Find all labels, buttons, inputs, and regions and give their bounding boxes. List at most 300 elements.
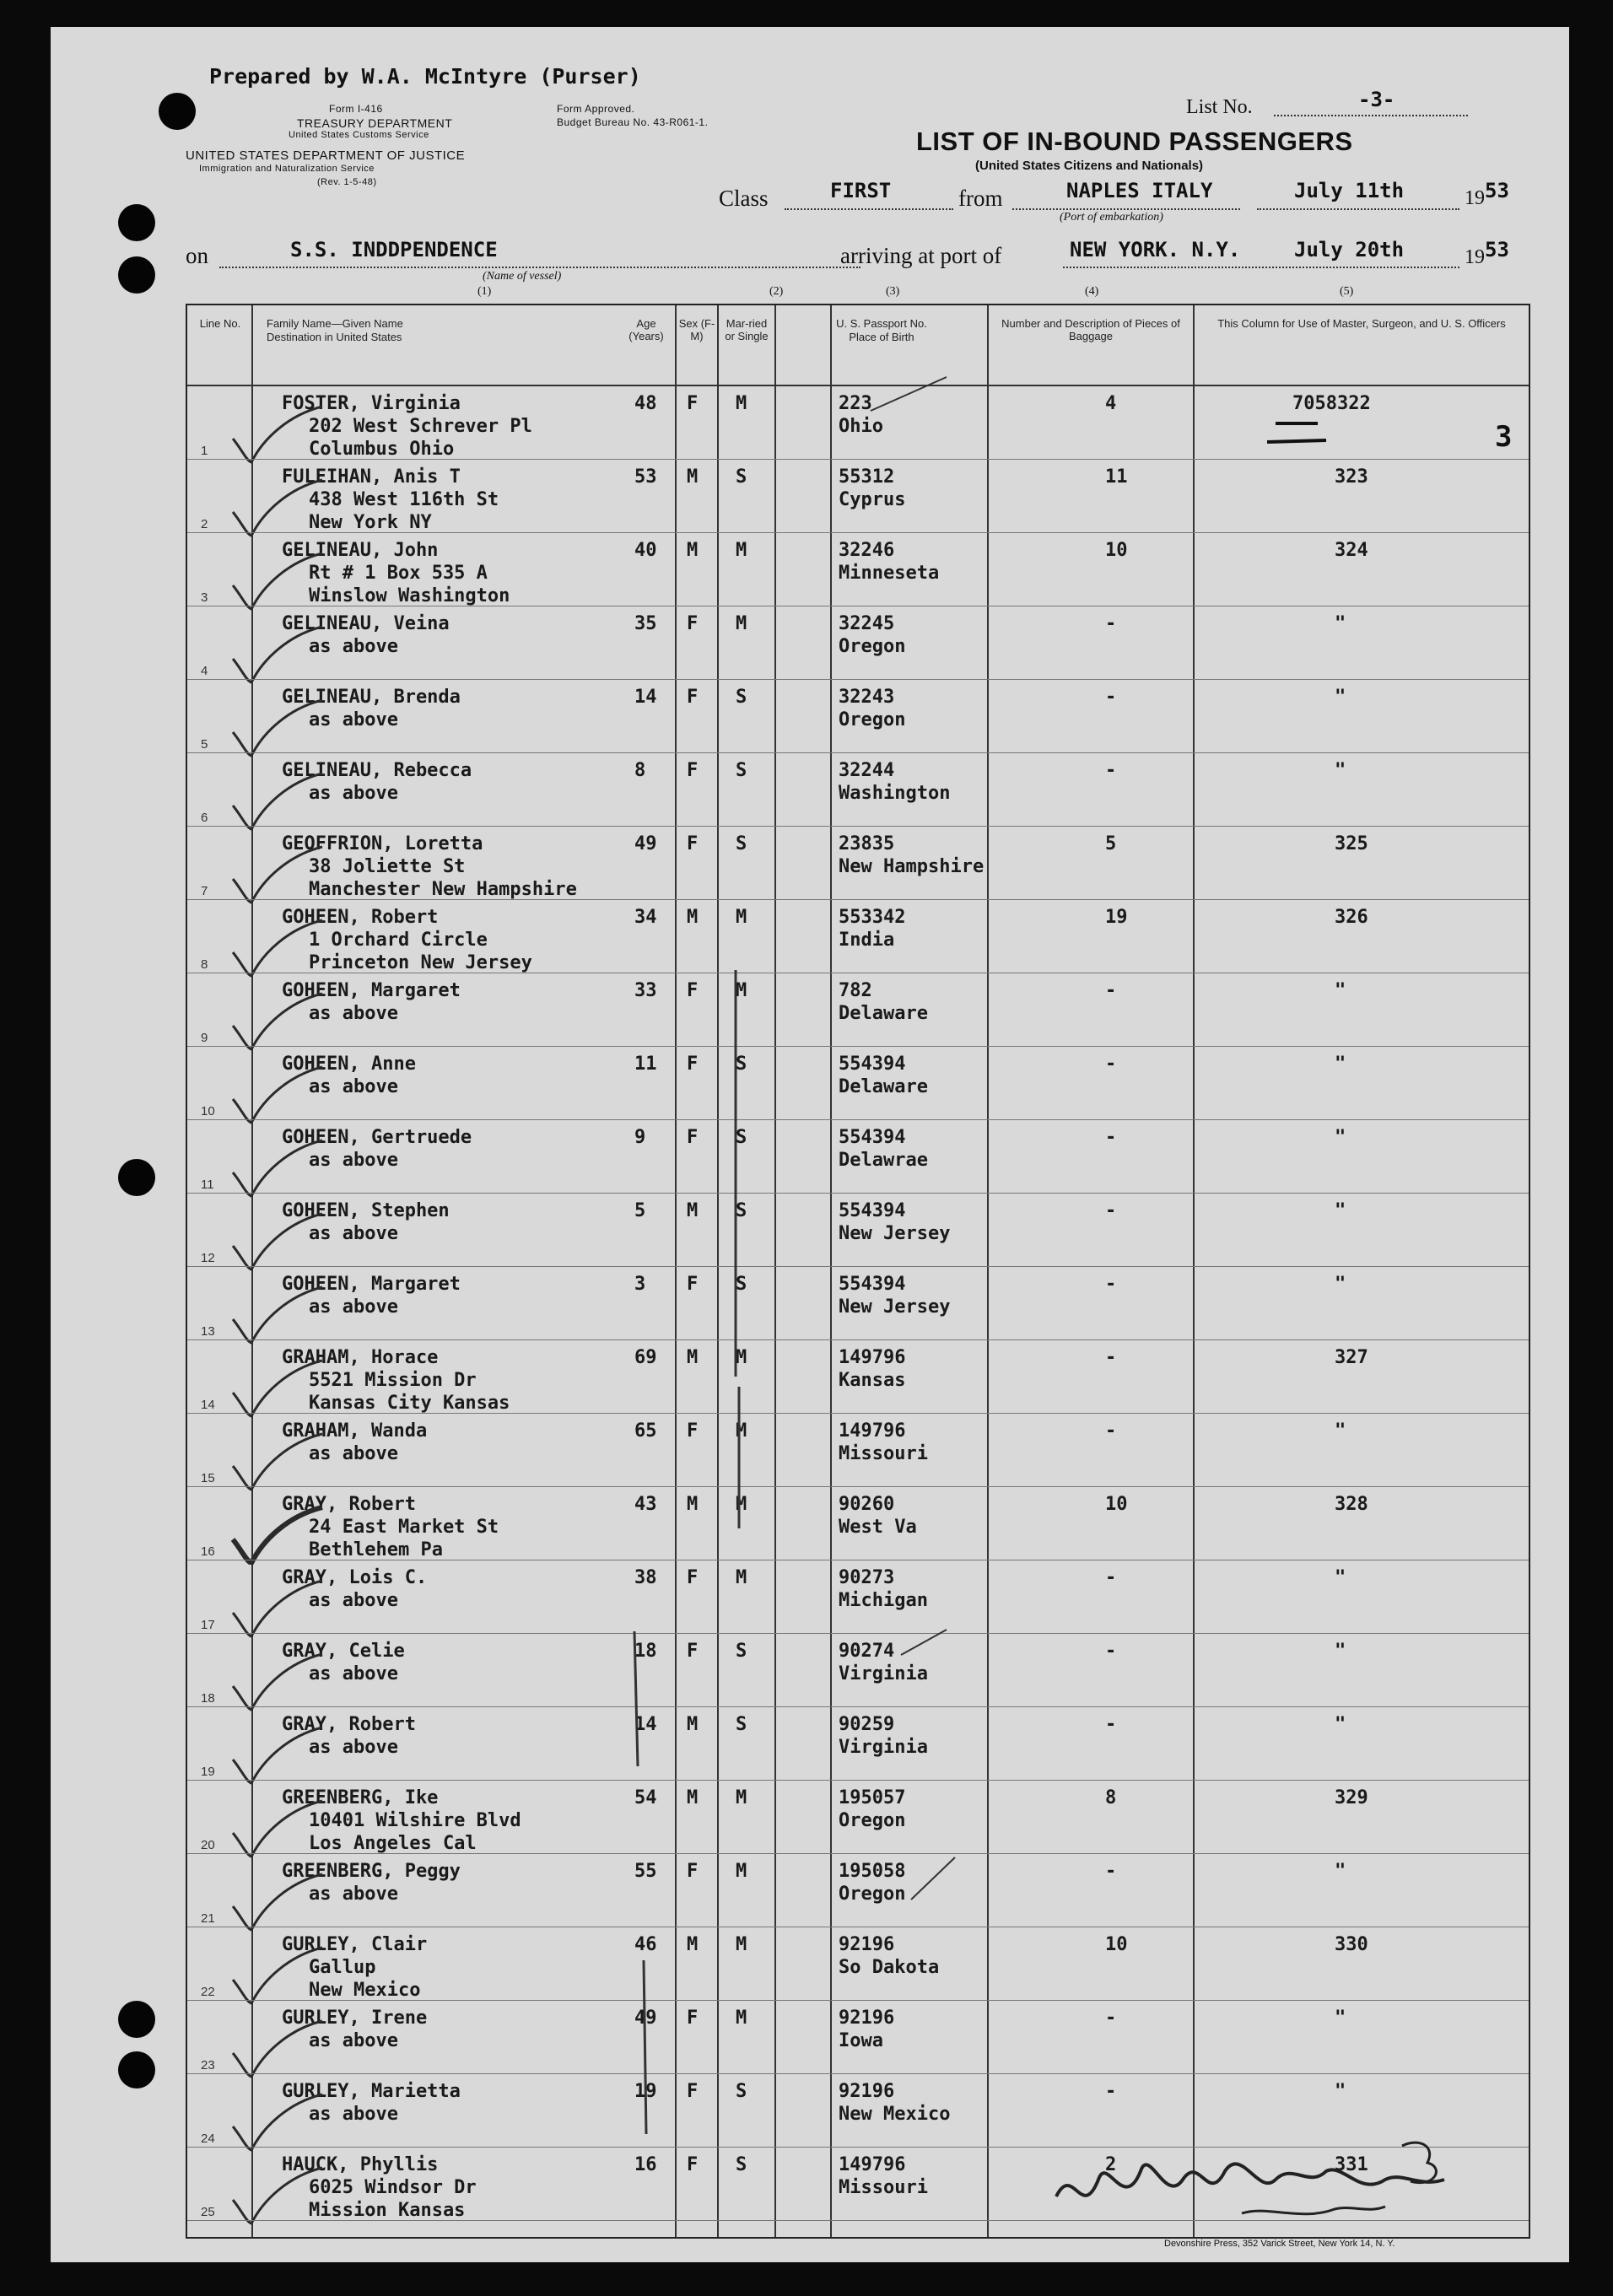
margin-annotation: 3 (1495, 420, 1513, 454)
passenger-city: Columbus Ohio (309, 439, 455, 460)
officer-use-value: " (1335, 1641, 1346, 1662)
passenger-address: as above (309, 2030, 398, 2051)
passenger-name: FOSTER, Virginia (282, 393, 461, 414)
passenger-sex: F (687, 613, 699, 634)
birth-place: Oregon (839, 1810, 906, 1831)
passenger-city: Manchester New Hampshire (309, 879, 577, 900)
line-number: 12 (201, 1251, 215, 1265)
header-birthplace: Place of Birth (849, 331, 914, 343)
passenger-name: GRAY, Robert (282, 1494, 416, 1515)
passport-number: 149796 (839, 1420, 906, 1442)
passport-number: 32246 (839, 540, 895, 561)
passport-number: 223 (839, 393, 872, 414)
class-value: FIRST (830, 179, 892, 202)
passenger-marital-status: S (736, 760, 747, 781)
passenger-sex: F (687, 2008, 699, 2029)
passenger-marital-status: S (736, 687, 747, 708)
arriving-label: arriving at port of (840, 243, 1002, 268)
passenger-age: 35 (634, 613, 657, 634)
passenger-sex: M (687, 1494, 699, 1515)
passenger-sex: F (687, 1274, 699, 1295)
passenger-address: as above (309, 1737, 398, 1758)
birth-place: Delaware (839, 1076, 928, 1097)
passenger-name: GOHEEN, Robert (282, 907, 439, 928)
passenger-age: 3 (634, 1274, 646, 1295)
officer-use-value: 328 (1335, 1494, 1368, 1515)
baggage-count: - (1105, 687, 1117, 708)
passenger-sex: F (687, 980, 699, 1001)
officer-use-value: " (1335, 1567, 1346, 1588)
passenger-age: 19 (634, 2081, 657, 2102)
passenger-marital-status: S (736, 1641, 747, 1662)
passenger-age: 16 (634, 2154, 657, 2175)
passenger-sex: M (687, 1347, 699, 1368)
passport-number: 782 (839, 980, 872, 1001)
birth-place: Cyprus (839, 489, 906, 510)
baggage-count: - (1105, 2008, 1117, 2029)
line-number: 24 (201, 2132, 215, 2146)
line-number: 6 (201, 811, 208, 825)
passenger-marital-status: M (736, 1861, 747, 1882)
header-name: Family Name—Given Name (267, 317, 403, 330)
passenger-name: GRAY, Celie (282, 1641, 405, 1662)
passport-number: 32243 (839, 687, 895, 708)
passenger-address: 438 West 116th St (309, 489, 499, 510)
passenger-address: 1 Orchard Circle (309, 930, 488, 951)
passenger-age: 38 (634, 1567, 657, 1588)
line-number: 14 (201, 1398, 215, 1412)
passenger-table (186, 304, 1530, 2239)
birth-place: New Hampshire (839, 856, 985, 877)
passport-number: 553342 (839, 907, 906, 928)
passenger-age: 18 (634, 1641, 657, 1662)
passenger-age: 40 (634, 540, 657, 561)
arrival-port: NEW YORK. N.Y. (1070, 238, 1241, 261)
passenger-address: as above (309, 1296, 398, 1318)
ins-service: Immigration and Naturalization Service (199, 164, 375, 174)
birth-place: Delawrae (839, 1150, 928, 1171)
line-number: 5 (201, 737, 208, 752)
passenger-marital-status: M (736, 1494, 747, 1515)
officer-use-value: " (1335, 1054, 1346, 1075)
birth-place: Missouri (839, 2177, 928, 2198)
passenger-sex: F (687, 833, 699, 854)
line-number: 4 (201, 664, 208, 678)
passenger-marital-status: S (736, 466, 747, 488)
form-approval: Form Approved. (557, 103, 635, 115)
baggage-count: - (1105, 2081, 1117, 2102)
baggage-count: - (1105, 1127, 1117, 1148)
passenger-age: 34 (634, 907, 657, 928)
arrival-date: July 20th (1294, 238, 1405, 261)
line-number: 18 (201, 1691, 215, 1706)
birth-place: Ohio (839, 416, 883, 437)
header-baggage: Number and Description of Pieces of Baggage (1001, 317, 1180, 342)
from-date: July 11th (1294, 179, 1405, 202)
passenger-age: 53 (634, 466, 657, 488)
passenger-address: as above (309, 1150, 398, 1171)
budget-bureau: Budget Bureau No. 43-R061-1. (557, 116, 709, 128)
header-married: Mar-ried or Single (725, 317, 769, 342)
passenger-name: GURLEY, Clair (282, 1934, 428, 1955)
passport-number: 554394 (839, 1054, 906, 1075)
passenger-marital-status: M (736, 907, 747, 928)
treasury-dept: TREASURY DEPARTMENT (297, 116, 453, 130)
arrival-line (1063, 267, 1459, 268)
passenger-address: as above (309, 1003, 398, 1024)
passenger-marital-status: M (736, 980, 747, 1001)
birth-place: Missouri (839, 1443, 928, 1464)
passenger-sex: M (687, 540, 699, 561)
line-number: 2 (201, 517, 208, 531)
passenger-sex: M (687, 1934, 699, 1955)
passport-number: 90273 (839, 1567, 895, 1588)
line-number: 15 (201, 1471, 215, 1485)
passport-number: 195058 (839, 1861, 906, 1882)
passenger-age: 55 (634, 1861, 657, 1882)
officer-use-value: " (1335, 1420, 1346, 1442)
passenger-address: as above (309, 1663, 398, 1684)
passenger-name: GELINEAU, John (282, 540, 439, 561)
birth-place: Virginia (839, 1663, 928, 1684)
line-number: 17 (201, 1618, 215, 1632)
passenger-city: Bethlehem Pa (309, 1539, 443, 1560)
officer-use-value: " (1335, 1274, 1346, 1295)
preparer-stamp: Prepared by W.A. McIntyre (Purser) (209, 64, 641, 89)
vessel-line (219, 267, 860, 268)
passport-number: 149796 (839, 2154, 906, 2175)
list-no-line (1274, 115, 1468, 116)
passenger-name: GELINEAU, Rebecca (282, 760, 472, 781)
handwritten-marks (187, 305, 1529, 2237)
passport-number: 92196 (839, 1934, 895, 1955)
from-line (1012, 208, 1240, 210)
passenger-age: 54 (634, 1787, 657, 1808)
passenger-address: as above (309, 1076, 398, 1097)
line-number: 13 (201, 1324, 215, 1339)
passenger-age: 65 (634, 1420, 657, 1442)
passenger-address: 202 West Schrever Pl (309, 416, 532, 437)
passenger-sex: F (687, 687, 699, 708)
passenger-marital-status: M (736, 2008, 747, 2029)
passenger-age: 48 (634, 393, 657, 414)
line-number: 25 (201, 2205, 215, 2219)
line-number: 20 (201, 1838, 215, 1852)
birth-place: New Jersey (839, 1223, 951, 1244)
passenger-name: GELINEAU, Veina (282, 613, 450, 634)
header-line-no: Line No. (199, 317, 241, 330)
passenger-sex: F (687, 2081, 699, 2102)
col-number-2: (2) (769, 285, 784, 298)
form-number: Form I-416 (329, 103, 383, 115)
line-number: 10 (201, 1104, 215, 1118)
officer-use-value: 324 (1335, 540, 1368, 561)
passport-number: 32245 (839, 613, 895, 634)
baggage-count: 2 (1105, 2154, 1117, 2175)
officer-use-value: 326 (1335, 907, 1368, 928)
passenger-address: 6025 Windsor Dr (309, 2177, 477, 2198)
arrival-year: 53 (1485, 238, 1509, 261)
baggage-count: - (1105, 1347, 1117, 1368)
officer-signature (1048, 2129, 1486, 2230)
passenger-address: as above (309, 2104, 398, 2125)
passenger-name: GOHEEN, Margaret (282, 980, 461, 1001)
passenger-marital-status: M (736, 1420, 747, 1442)
passenger-marital-status: M (736, 1934, 747, 1955)
binder-hole (118, 256, 155, 294)
line-number: 11 (201, 1178, 214, 1192)
passenger-age: 11 (634, 1054, 657, 1075)
from-date-line (1257, 208, 1459, 210)
baggage-count: - (1105, 1420, 1117, 1442)
passenger-age: 49 (634, 833, 657, 854)
year-prefix: 19 (1465, 187, 1485, 209)
passenger-name: GURLEY, Marietta (282, 2081, 461, 2102)
list-no-label: List No. (1186, 96, 1253, 118)
birth-place: India (839, 930, 895, 951)
passenger-city: Kansas City Kansas (309, 1393, 510, 1414)
passenger-marital-status: S (736, 2154, 747, 2175)
passenger-sex: M (687, 907, 699, 928)
baggage-count: - (1105, 613, 1117, 634)
passenger-address: as above (309, 1884, 398, 1905)
justice-dept: UNITED STATES DEPARTMENT OF JUSTICE (186, 148, 466, 163)
binder-hole (118, 1159, 155, 1196)
passenger-marital-status: M (736, 393, 747, 414)
passenger-name: GRAY, Robert (282, 1714, 416, 1735)
passenger-marital-status: S (736, 833, 747, 854)
customs-service: United States Customs Service (289, 130, 429, 140)
header-passport: U. S. Passport No. (836, 317, 927, 330)
passenger-sex: F (687, 2154, 699, 2175)
vessel-name: S.S. INDDPENDENCE (290, 238, 498, 261)
birth-place: So Dakota (839, 1957, 940, 1978)
year-prefix-2: 19 (1465, 246, 1485, 268)
passenger-name: GELINEAU, Brenda (282, 687, 461, 708)
line-number: 16 (201, 1544, 215, 1559)
binder-hole (118, 204, 155, 241)
officer-use-value: " (1335, 2081, 1346, 2102)
birth-place: Minneseta (839, 563, 940, 584)
birth-place: Oregon (839, 1884, 906, 1905)
passenger-address: as above (309, 636, 398, 657)
header-destination: Destination in United States (267, 331, 402, 343)
passport-number: 23835 (839, 833, 895, 854)
passport-number: 554394 (839, 1274, 906, 1295)
passenger-sex: F (687, 760, 699, 781)
passenger-city: Winslow Washington (309, 585, 510, 606)
birth-place: Washington (839, 783, 951, 804)
baggage-count: 10 (1105, 1494, 1128, 1515)
from-label: from (958, 186, 1003, 211)
passenger-marital-status: M (736, 613, 747, 634)
document-page (51, 27, 1569, 2262)
baggage-count: - (1105, 1861, 1117, 1882)
passenger-marital-status: S (736, 2081, 747, 2102)
passenger-address: as above (309, 1590, 398, 1611)
passport-number: 554394 (839, 1200, 906, 1221)
passenger-name: GRAY, Lois C. (282, 1567, 428, 1588)
passenger-name: GOHEEN, Stephen (282, 1200, 450, 1221)
passport-number: 90260 (839, 1494, 895, 1515)
officer-use-value: 329 (1335, 1787, 1368, 1808)
passenger-address: 38 Joliette St (309, 856, 466, 877)
passenger-city: Los Angeles Cal (309, 1833, 477, 1854)
passenger-marital-status: M (736, 1567, 747, 1588)
passenger-sex: F (687, 1567, 699, 1588)
officer-use-value: 323 (1335, 466, 1368, 488)
line-number: 21 (201, 1911, 215, 1926)
revision: (Rev. 1-5-48) (317, 177, 377, 187)
birth-place: Delaware (839, 1003, 928, 1024)
line-number: 9 (201, 1031, 208, 1045)
baggage-count: 4 (1105, 393, 1117, 414)
baggage-count: 11 (1105, 466, 1128, 488)
baggage-count: 5 (1105, 833, 1117, 854)
passenger-address: as above (309, 709, 398, 730)
binder-hole (159, 93, 196, 130)
list-number: -3- (1358, 88, 1395, 111)
passenger-sex: M (687, 1200, 699, 1221)
passenger-name: GEOFFRION, Loretta (282, 833, 483, 854)
passenger-age: 5 (634, 1200, 646, 1221)
baggage-count: - (1105, 980, 1117, 1001)
passenger-name: HAUCK, Phyllis (282, 2154, 439, 2175)
passenger-address: as above (309, 1443, 398, 1464)
passenger-sex: F (687, 1861, 699, 1882)
passenger-marital-status: M (736, 540, 747, 561)
passport-number: 90259 (839, 1714, 895, 1735)
vessel-caption: (Name of vessel) (483, 270, 562, 283)
officer-use-value: 7058322 (1292, 393, 1371, 414)
passenger-age: 49 (634, 2008, 657, 2029)
on-label: on (186, 243, 208, 268)
officer-use-value: 331 (1335, 2154, 1368, 2175)
officer-use-value: " (1335, 1861, 1346, 1882)
baggage-count: - (1105, 1567, 1117, 1588)
header-age: Age (Years) (628, 317, 664, 342)
passenger-name: GOHEEN, Margaret (282, 1274, 461, 1295)
from-port: NAPLES ITALY (1066, 179, 1213, 202)
baggage-count: 10 (1105, 1934, 1128, 1955)
binder-hole (118, 2051, 155, 2088)
passenger-sex: F (687, 1054, 699, 1075)
passport-number: 195057 (839, 1787, 906, 1808)
line-number: 7 (201, 884, 208, 898)
from-year: 53 (1485, 179, 1509, 202)
page-title: LIST OF IN-BOUND PASSENGERS (916, 127, 1353, 156)
baggage-count: - (1105, 1054, 1117, 1075)
passenger-address: 5521 Mission Dr (309, 1370, 477, 1391)
passenger-sex: M (687, 1714, 699, 1735)
passenger-age: 69 (634, 1347, 657, 1368)
line-number: 8 (201, 957, 208, 972)
baggage-count: 19 (1105, 907, 1128, 928)
passenger-address: Rt # 1 Box 535 A (309, 563, 488, 584)
passenger-sex: F (687, 1420, 699, 1442)
baggage-count: 8 (1105, 1787, 1117, 1808)
binder-hole (118, 2001, 155, 2038)
port-embark-caption: (Port of embarkation) (1060, 211, 1163, 224)
passenger-marital-status: S (736, 1200, 747, 1221)
passenger-city: New Mexico (309, 1980, 421, 2001)
officer-use-value: " (1335, 1127, 1346, 1148)
passenger-address: as above (309, 1223, 398, 1244)
passenger-marital-status: M (736, 1347, 747, 1368)
passenger-address: as above (309, 783, 398, 804)
officer-use-value: " (1335, 687, 1346, 708)
passenger-age: 46 (634, 1934, 657, 1955)
baggage-count: 10 (1105, 540, 1128, 561)
passenger-address: 24 East Market St (309, 1517, 499, 1538)
col-number-3: (3) (886, 285, 900, 298)
page-subtitle: (United States Citizens and Nationals) (975, 159, 1204, 173)
col-number-1: (1) (477, 285, 492, 298)
birth-place: New Mexico (839, 2104, 951, 2125)
officer-use-value: " (1335, 760, 1346, 781)
officer-use-value: 330 (1335, 1934, 1368, 1955)
passenger-address: Gallup (309, 1957, 376, 1978)
baggage-count: - (1105, 760, 1117, 781)
header-sex: Sex (F-M) (678, 317, 715, 342)
passenger-city: New York NY (309, 512, 432, 533)
baggage-count: - (1105, 1714, 1117, 1735)
passenger-name: GRAHAM, Wanda (282, 1420, 428, 1442)
passenger-name: GREENBERG, Ike (282, 1787, 439, 1808)
passenger-sex: M (687, 1787, 699, 1808)
line-number: 23 (201, 2058, 215, 2072)
passenger-marital-status: S (736, 1127, 747, 1148)
passport-number: 554394 (839, 1127, 906, 1148)
line-number: 19 (201, 1765, 215, 1779)
passenger-age: 14 (634, 1714, 657, 1735)
passenger-age: 43 (634, 1494, 657, 1515)
col-number-4: (4) (1085, 285, 1099, 298)
passenger-name: FULEIHAN, Anis T (282, 466, 461, 488)
passport-number: 92196 (839, 2008, 895, 2029)
line-number: 22 (201, 1985, 215, 1999)
passenger-marital-status: S (736, 1054, 747, 1075)
passport-number: 55312 (839, 466, 895, 488)
passenger-age: 33 (634, 980, 657, 1001)
birth-place: Kansas (839, 1370, 906, 1391)
officer-use-value: " (1335, 613, 1346, 634)
passenger-city: Mission Kansas (309, 2200, 466, 2221)
birth-place: West Va (839, 1517, 917, 1538)
passenger-name: GOHEEN, Gertruede (282, 1127, 472, 1148)
class-line (785, 208, 953, 210)
baggage-count: - (1105, 1200, 1117, 1221)
header-officers: This Column for Use of Master, Surgeon, and U. S. Officers (1217, 317, 1506, 330)
birth-place: Michigan (839, 1590, 928, 1611)
passenger-age: 14 (634, 687, 657, 708)
line-number: 3 (201, 590, 208, 605)
passenger-marital-status: S (736, 1274, 747, 1295)
birth-place: Iowa (839, 2030, 883, 2051)
passenger-name: GRAHAM, Horace (282, 1347, 439, 1368)
col-number-5: (5) (1340, 285, 1354, 298)
passenger-sex: F (687, 1641, 699, 1662)
passenger-name: GREENBERG, Peggy (282, 1861, 461, 1882)
class-label: Class (719, 186, 769, 211)
line-number: 1 (201, 444, 208, 458)
passport-number: 32244 (839, 760, 895, 781)
passport-number: 149796 (839, 1347, 906, 1368)
passenger-marital-status: S (736, 1714, 747, 1735)
passenger-name: GOHEEN, Anne (282, 1054, 416, 1075)
passport-number: 92196 (839, 2081, 895, 2102)
officer-use-value: 325 (1335, 833, 1368, 854)
